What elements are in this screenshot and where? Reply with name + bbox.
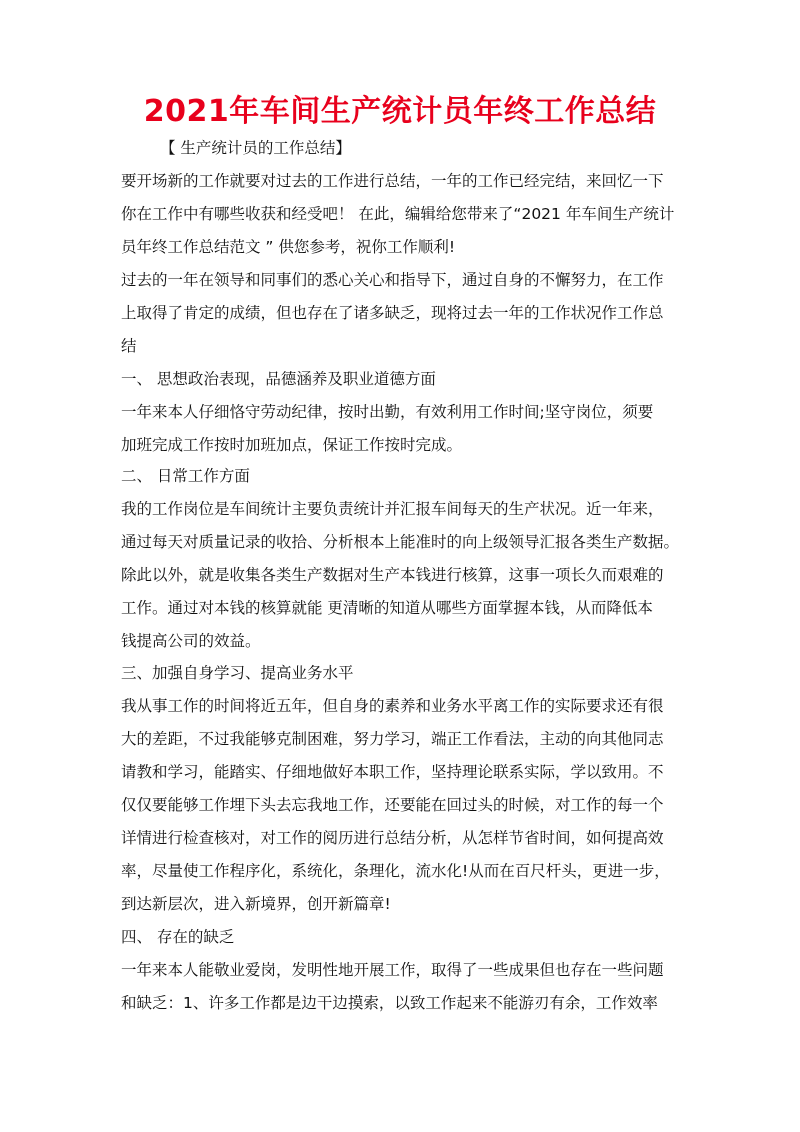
text-line: 除此以外，就是收集各类生产数据对生产本钱进行核算，这事一项长久而艰难的: [121, 566, 664, 584]
document-subtitle: 【 生产统计员的工作总结】: [160, 139, 351, 157]
section-heading: 二、 日常工作方面: [121, 467, 250, 485]
text-line: 通过每天对质量记录的收拾、分析根本上能准时的向上级领导汇报各类生产数据。: [121, 533, 680, 551]
text-line: 我的工作岗位是车间统计主要负责统计并汇报车间每天的生产状况。近一年来，: [121, 500, 664, 518]
text-line: 率，尽量使工作程序化，系统化，条理化，流水化!从而在百尺杆头，更进一步，: [121, 862, 670, 880]
section-heading: 三、加强自身学习、提高业务水平: [121, 664, 354, 682]
text-line: 加班完成工作按时加班加点，保证工作按时完成。: [121, 436, 463, 454]
text-line: 上取得了肯定的成绩，但也存在了诸多缺乏，现将过去一年的工作状况作工作总: [121, 304, 664, 322]
text-line: 仅仅要能够工作埋下头去忘我地工作，还要能在回过头的时候，对工作的每一个: [121, 796, 664, 814]
section-heading: 一、 思想政治表现，品德涵养及职业道德方面: [121, 370, 436, 388]
text-line: 一年来本人能敬业爱岗，发明性地开展工作，取得了一些成果但也存在一些问题: [121, 961, 664, 979]
text-line: 详情进行检查核对，对工作的阅历进行总结分析，从怎样节省时间，如何提高效: [121, 829, 664, 847]
text-line: 员年终工作总结范文 ” 供您参考，祝你工作顺利!: [121, 238, 456, 256]
text-line: 结: [121, 337, 137, 355]
text-line: 过去的一年在领导和同事们的悉心关心和指导下，通过自身的不懈努力，在工作: [121, 271, 664, 289]
text-line: 工作。通过对本钱的核算就能 更清晰的知道从哪些方面掌握本钱，从而降低本: [121, 599, 653, 617]
section-heading: 四、 存在的缺乏: [121, 928, 235, 946]
text-line: 要开场新的工作就要对过去的工作进行总结，一年的工作已经完结，来回忆一下: [121, 172, 664, 190]
text-line: 钱提高公司的效益。: [121, 632, 261, 650]
text-line: 你在工作中有哪些收获和经受吧！ 在此，编辑给您带来了“2021 年车间生产统计: [121, 205, 675, 223]
text-line: 和缺乏：1、许多工作都是边干边摸索，以致工作起来不能游刃有余，工作效率: [121, 994, 658, 1012]
text-line: 到达新层次，进入新境界，创开新篇章!: [121, 895, 391, 913]
text-line: 大的差距，不过我能够克制困难，努力学习，端正工作看法，主动的向其他同志: [121, 730, 664, 748]
text-line: 一年来本人仔细恪守劳动纪律，按时出勤，有效利用工作时间;坚守岗位，须要: [121, 403, 654, 421]
text-line: 请教和学习，能踏实、仔细地做好本职工作，坚持理论联系实际，学以致用。不: [121, 763, 664, 781]
document-title: 2021年车间生产统计员年终工作总结: [143, 94, 657, 129]
text-line: 我从事工作的时间将近五年，但自身的素养和业务水平离工作的实际要求还有很: [121, 697, 664, 715]
